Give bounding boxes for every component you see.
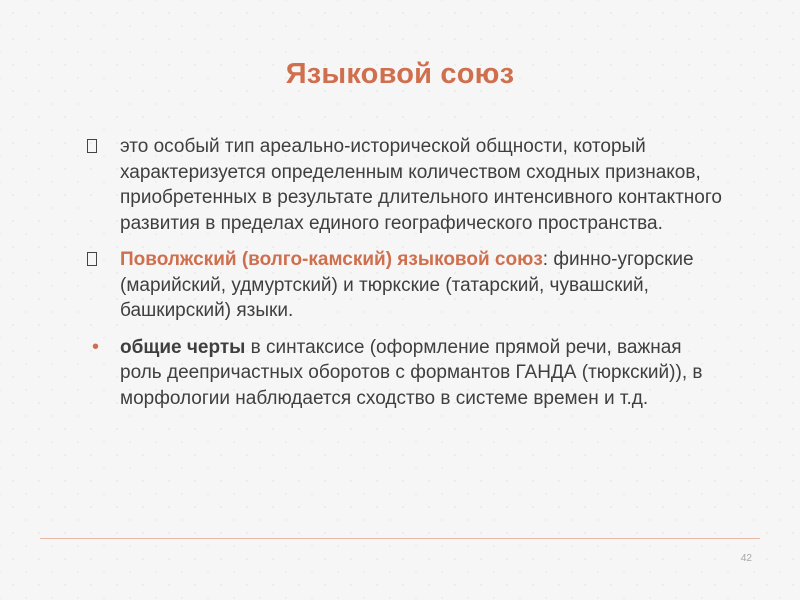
dot-bullet-icon: • xyxy=(92,335,100,358)
square-bullet-icon xyxy=(87,252,97,266)
list-item xyxy=(86,134,726,236)
square-bullet-icon xyxy=(87,139,97,153)
list-item xyxy=(86,335,726,412)
page-number: 42 xyxy=(740,553,752,564)
item-highlight: Поволжский (волго-камский) языковой союз xyxy=(120,249,543,270)
slide-title: Языковой союз xyxy=(285,58,515,90)
footer-divider xyxy=(40,538,760,539)
item-highlight: общие черты xyxy=(120,336,246,358)
item-text: в синтаксисе (оформление прямой речи, важная роль деепричастных оборотов с формантов ГАНДА (тюркский)), в морфологии наблюдается сходство в системе времен и т.д. xyxy=(120,336,703,409)
item-text: это особый тип ареально-исторической общности, который характеризуется определенным количеством сходных признаков, приобретенных в результате длительного интенсивного контактного развития в пределах единого географического пространства. xyxy=(120,136,722,234)
slide-content xyxy=(86,134,726,422)
list-item xyxy=(86,247,726,324)
item-text: : финно-угорские (марийский, удмуртский) и тюркские (татарский, чувашский, башкирский) языки. xyxy=(120,249,694,321)
